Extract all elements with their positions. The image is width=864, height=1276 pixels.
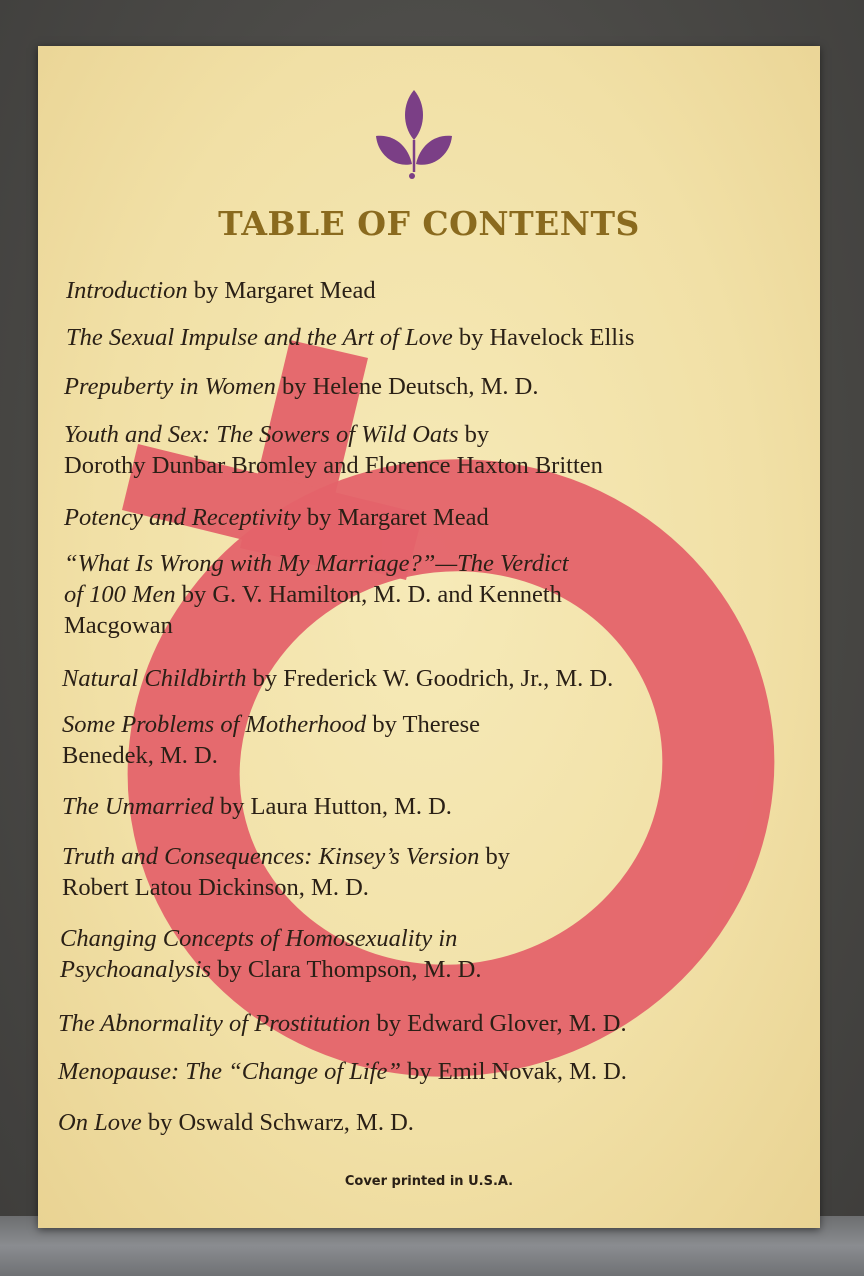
toc-entry-menopause xyxy=(58,1056,627,1087)
toc-entry-unmarried xyxy=(62,791,452,822)
entry-title: Some Problems of Motherhood xyxy=(62,711,367,738)
toc-entry-youth-and-sex xyxy=(64,419,603,481)
entry-author: by Margaret Mead xyxy=(187,277,376,304)
entry-title: On Love xyxy=(58,1109,142,1136)
entry-author: by Oswald Schwarz, M. D. xyxy=(141,1109,414,1136)
entry-title: The Abnormality of Prostitution xyxy=(58,1010,371,1037)
toc-entry-introduction xyxy=(66,275,376,306)
toc-entry-natural-childbirth xyxy=(62,663,613,694)
entry-author: by Frederick W. Goodrich, Jr., M. D. xyxy=(246,665,614,692)
entry-author: by xyxy=(479,843,511,870)
entry-author: by G. V. Hamilton, M. D. and Kenneth xyxy=(175,581,562,608)
toc-entry-marriage xyxy=(64,548,569,641)
entry-author-line2: Dorothy Dunbar Bromley and Florence Haxton Britten xyxy=(64,452,603,479)
printed-in-usa-note: Cover printed in U.S.A. xyxy=(344,1174,514,1189)
table-of-contents-heading: TABLE OF CONTENTS xyxy=(218,204,640,243)
entry-title-line2: of 100 Men xyxy=(64,581,176,608)
toc-entry-homosexuality xyxy=(60,923,481,985)
toc-entry-on-love xyxy=(58,1107,414,1138)
entry-title: The Sexual Impulse and the Art of Love xyxy=(66,324,453,351)
entry-author: by Laura Hutton, M. D. xyxy=(213,793,452,820)
entry-author: by xyxy=(458,421,490,448)
entry-author-line2: Benedek, M. D. xyxy=(62,742,218,769)
toc-entry-prepuberty xyxy=(64,371,538,402)
entry-author: by Helene Deutsch, M. D. xyxy=(275,373,539,400)
entry-author: by Edward Glover, M. D. xyxy=(370,1010,627,1037)
entry-author: by Emil Novak, M. D. xyxy=(401,1058,627,1085)
entry-title: Truth and Consequences: Kinsey’s Version xyxy=(62,843,480,870)
entry-author-line3: Macgowan xyxy=(64,612,173,639)
entry-author: by Therese xyxy=(366,711,481,738)
book-back-cover xyxy=(38,46,820,1228)
entry-author: by Margaret Mead xyxy=(300,504,489,531)
leaf-logo-icon xyxy=(374,86,454,186)
entry-title: Prepuberty in Women xyxy=(64,373,276,400)
entry-title: Youth and Sex: The Sowers of Wild Oats xyxy=(64,421,459,448)
toc-entry-sexual-impulse xyxy=(66,322,634,353)
toc-entry-potency xyxy=(64,502,489,533)
entry-author: by Havelock Ellis xyxy=(452,324,635,351)
toc-entry-truth-and-consequences xyxy=(62,841,510,903)
entry-author-line2: Robert Latou Dickinson, M. D. xyxy=(62,874,369,901)
entry-title: Menopause: The “Change of Life” xyxy=(58,1058,401,1085)
toc-entry-prostitution xyxy=(58,1008,627,1039)
entry-author: by Clara Thompson, M. D. xyxy=(211,956,482,983)
entry-title: The Unmarried xyxy=(62,793,214,820)
entry-title: “What Is Wrong with My Marriage?”—The Verdict xyxy=(64,550,569,577)
entry-title: Introduction xyxy=(66,277,188,304)
entry-title-line2: Psychoanalysis xyxy=(60,956,212,983)
entry-title: Natural Childbirth xyxy=(62,665,247,692)
entry-title: Changing Concepts of Homosexuality in xyxy=(60,925,458,952)
entry-title: Potency and Receptivity xyxy=(64,504,301,531)
toc-entry-motherhood xyxy=(62,709,480,771)
